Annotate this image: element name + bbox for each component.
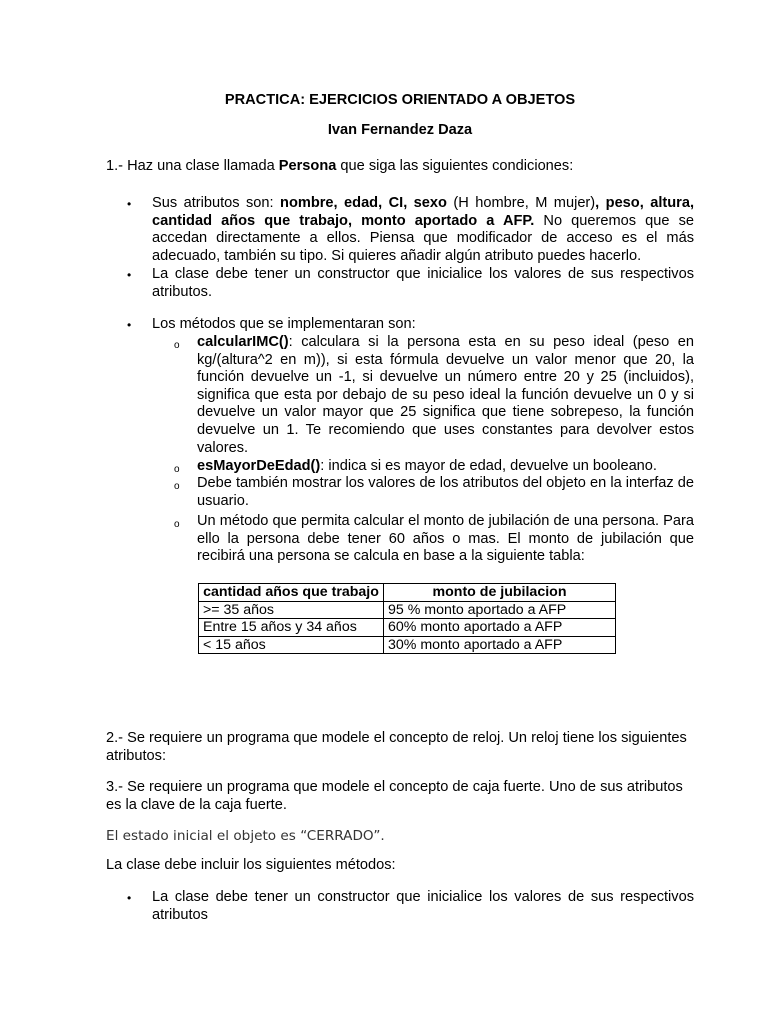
table-header-amount: monto de jubilacion	[384, 584, 616, 602]
exercise-2: 2.- Se requiere un programa que modele el concepto de reloj. Un reloj tiene los siguientes atributos:	[106, 730, 687, 764]
table-cell: Entre 15 años y 34 años	[199, 619, 384, 637]
table-row	[199, 619, 616, 637]
method-mostrar-atributos: Debe también mostrar los valores de los atributos del objeto en la interfaz de usuario.	[197, 475, 694, 509]
table-cell: >= 35 años	[199, 601, 384, 619]
document-author: Ivan Fernandez Daza	[327, 122, 473, 138]
table-header-years: cantidad años que trabajo	[199, 584, 384, 602]
table-row	[199, 636, 616, 654]
bullet-marker: •	[127, 268, 132, 282]
method-calcular-imc: calcularIMC(): calculara si la persona esta en su peso ideal (peso en kg/(altura^2 en m)), si esta fórmula devuelve un valor menor que 20, la función devuelve un -1, si devuelve un número entre 20 y 25 (incluidos), significa que esta por debajo de su peso ideal la función devuelve un 0 y si devuelve un valor mayor que 25 significa que tiene sobrepeso, la función devuelve un 1. Te recomiendo que uses constantes para devolver estos valores.	[197, 334, 694, 456]
bullet-marker: •	[127, 891, 132, 905]
exercise-1-intro: 1.- Haz una clase llamada Persona que siga las siguientes condiciones:	[106, 158, 574, 174]
jubilacion-table	[198, 583, 616, 654]
table-cell: 30% monto aportado a AFP	[384, 636, 616, 654]
bullet-marker: •	[127, 318, 132, 332]
sub-bullet-marker: o	[174, 340, 180, 351]
sub-bullet-marker: o	[174, 519, 180, 530]
exercise-3: 3.- Se requiere un programa que modele el concepto de caja fuerte. Uno de sus atributos es la clave de la caja fuerte.	[106, 779, 683, 813]
sub-bullet-marker: o	[174, 481, 180, 492]
method-jubilacion: Un método que permita calcular el monto de jubilación de una persona. Para ello la persona debe tener 60 años o mas. El monto de jubilación que recibirá una persona se calcula en base a la siguiente tabla:	[197, 513, 694, 565]
table-header-row	[199, 584, 616, 602]
bullet-marker: •	[127, 197, 132, 211]
constructor-bullet: La clase debe tener un constructor que inicialice los valores de sus respectivos atributos.	[152, 266, 694, 300]
exercise-3-constructor-bullet: La clase debe tener un constructor que inicialice los valores de sus respectivos atributos	[152, 889, 694, 923]
exercise-3-initial-state: El estado inicial el objeto es “CERRADO”.	[106, 828, 385, 844]
table-cell: 60% monto aportado a AFP	[384, 619, 616, 637]
sub-bullet-marker: o	[174, 464, 180, 475]
method-es-mayor-de-edad: esMayorDeEdad(): indica si es mayor de edad, devuelve un booleano.	[197, 458, 657, 474]
exercise-3-methods-intro: La clase debe incluir los siguientes métodos:	[106, 857, 396, 873]
document-title: PRACTICA: EJERCICIOS ORIENTADO A OBJETOS	[224, 92, 576, 108]
table-cell: < 15 años	[199, 636, 384, 654]
methods-bullet: Los métodos que se implementaran son:	[152, 316, 416, 332]
table-cell: 95 % monto aportado a AFP	[384, 601, 616, 619]
attributes-bullet: Sus atributos son: nombre, edad, CI, sexo (H hombre, M mujer), peso, altura, cantidad años que trabajo, monto aportado a AFP. No queremos que se accedan directamente a ellos. Piensa que modificador de acceso es el más adecuado, también su tipo. Si quieres añadir algún atributo puedes hacerlo.	[152, 195, 695, 264]
table-row	[199, 601, 616, 619]
